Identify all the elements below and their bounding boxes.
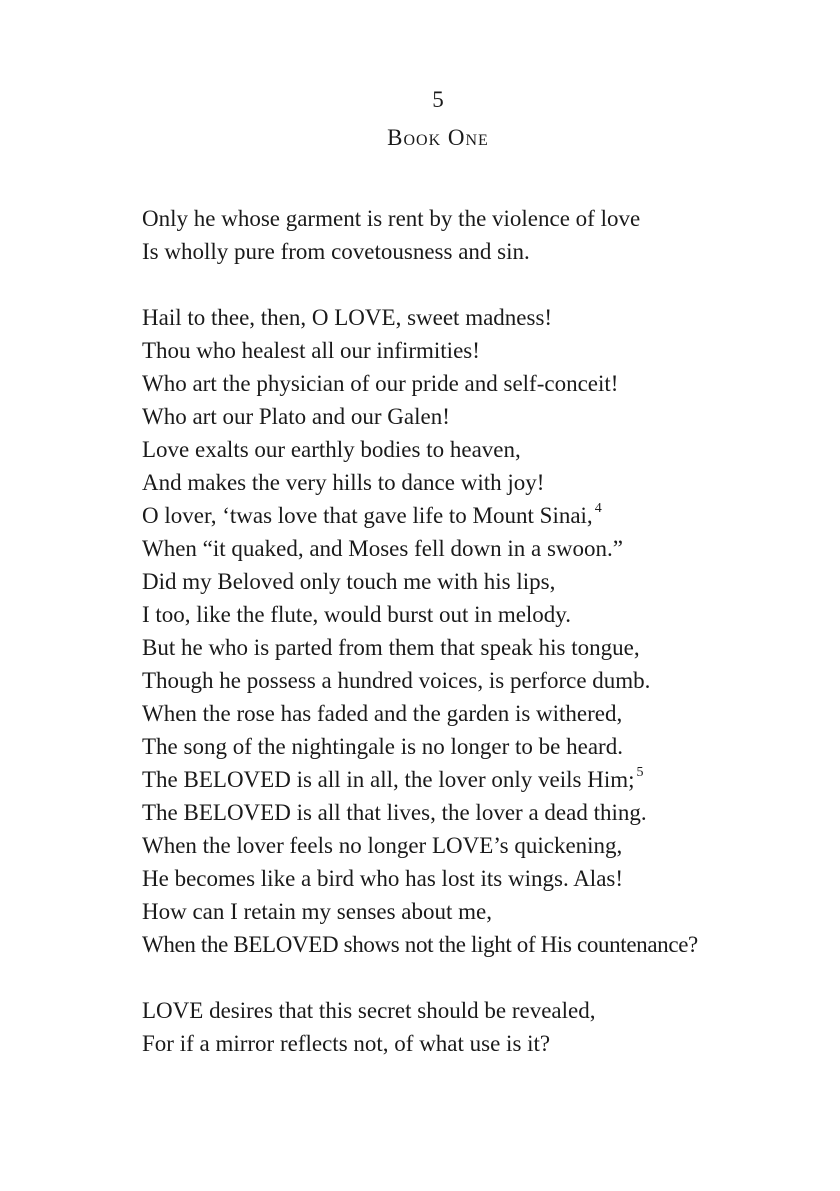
poem-line: Thou who healest all our infirmities! bbox=[142, 338, 480, 363]
poem-line: He becomes like a bird who has lost its wings. Alas! bbox=[142, 866, 624, 891]
poem-line: Only he whose garment is rent by the violence of love bbox=[142, 206, 641, 231]
poem-line: But he who is parted from them that speak his tongue, bbox=[142, 635, 640, 660]
poem-line: When the BELOVED shows not the light of His countenance? bbox=[142, 932, 698, 957]
poem-line: I too, like the flute, would burst out in melody. bbox=[142, 602, 572, 627]
poem-line-text: O lover, ‘twas love that gave life to Mount Sinai, bbox=[142, 503, 593, 528]
poem-line-with-footnote bbox=[142, 763, 802, 796]
stanza bbox=[142, 202, 802, 268]
poem-line: Who art our Plato and our Galen! bbox=[142, 404, 450, 429]
poem-line: The song of the nightingale is no longer to be heard. bbox=[142, 734, 623, 759]
poem-line: Hail to thee, then, O LOVE, sweet madness! bbox=[142, 305, 553, 330]
poem-line: When the rose has faded and the garden is withered, bbox=[142, 701, 623, 726]
poem-line: LOVE desires that this secret should be revealed, bbox=[142, 998, 596, 1023]
poem bbox=[142, 202, 802, 1093]
stanza bbox=[142, 994, 802, 1060]
poem-line: Who art the physician of our pride and self-conceit! bbox=[142, 371, 619, 396]
poem-line-text: The BELOVED is all in all, the lover only veils Him; bbox=[142, 767, 635, 792]
poem-line: Is wholly pure from covetousness and sin. bbox=[142, 239, 530, 264]
running-head: Book One bbox=[387, 125, 489, 150]
poem-line: When the lover feels no longer LOVE’s quickening, bbox=[142, 833, 623, 858]
poem-line: Though he possess a hundred voices, is perforce dumb. bbox=[142, 668, 651, 693]
stanza bbox=[142, 301, 802, 961]
poem-line: And makes the very hills to dance with joy! bbox=[142, 470, 545, 495]
footnote-marker: 4 bbox=[594, 501, 602, 516]
poem-line: How can I retain my senses about me, bbox=[142, 899, 493, 924]
poem-line: Did my Beloved only touch me with his lips, bbox=[142, 569, 556, 594]
poem-line: Love exalts our earthly bodies to heaven, bbox=[142, 437, 521, 462]
page-number: 5 bbox=[432, 87, 444, 112]
poem-line: For if a mirror reflects not, of what use is it? bbox=[142, 1031, 551, 1056]
footnote-marker: 5 bbox=[636, 765, 644, 780]
poem-line-with-footnote bbox=[142, 499, 802, 532]
poem-line: The BELOVED is all that lives, the lover a dead thing. bbox=[142, 800, 647, 825]
poem-line: When “it quaked, and Moses fell down in a swoon.” bbox=[142, 536, 623, 561]
